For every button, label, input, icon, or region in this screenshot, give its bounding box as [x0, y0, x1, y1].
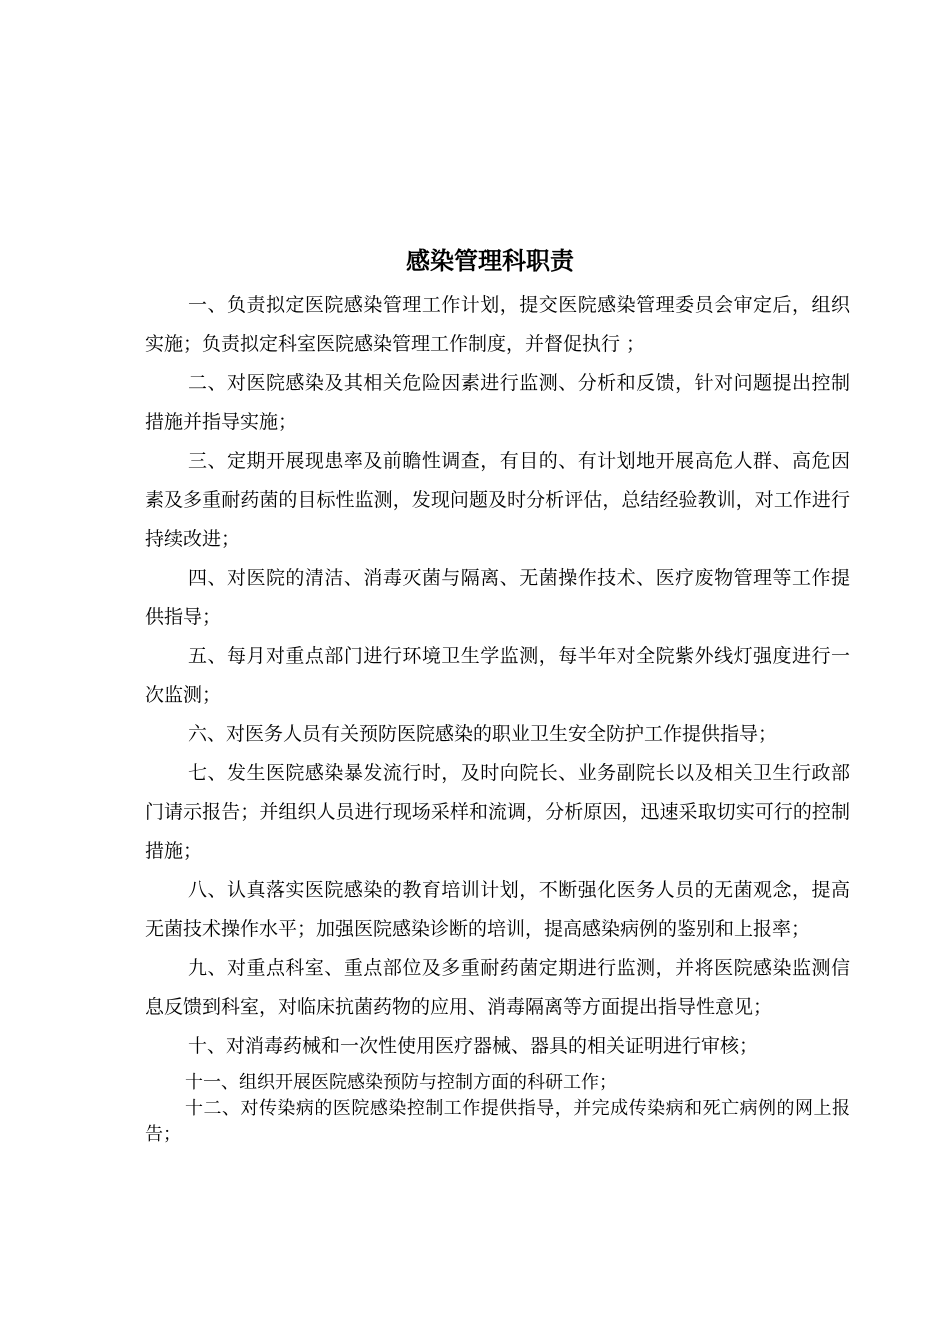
- paragraph-duty-3: 三、定期开展现患率及前瞻性调查，有目的、有计划地开展高危人群、高危因素及多重耐药菌的目标性监测，发现问题及时分析评估，总结经验教训，对工作进行持续改进；: [145, 450, 850, 550]
- paragraph-duty-2: 二、对医院感染及其相关危险因素进行监测、分析和反馈，针对问题提出控制措施并指导实施；: [145, 372, 850, 433]
- paragraph-duty-7: 七、发生医院感染暴发流行时，及时向院长、业务副院长以及相关卫生行政部门请示报告；并组织人员进行现场采样和流调，分析原因，迅速采取切实可行的控制措施；: [145, 762, 850, 862]
- paragraph-duty-11: 十一、组织开展医院感染预防与控制方面的科研工作；: [185, 1072, 617, 1093]
- paragraph-duty-10: 十、对消毒药械和一次性使用医疗器械、器具的相关证明进行审核；: [188, 1035, 759, 1057]
- paragraph-duty-6: 六、对医务人员有关预防医院感染的职业卫生安全防护工作提供指导；: [188, 723, 778, 745]
- document-title: 感染管理科职责: [406, 247, 574, 275]
- paragraph-duty-9: 九、对重点科室、重点部位及多重耐药菌定期进行监测，并将医院感染监测信息反馈到科室，对临床抗菌药物的应用、消毒隔离等方面提出指导性意见；: [145, 957, 850, 1018]
- paragraph-duty-5: 五、每月对重点部门进行环境卫生学监测，每半年对全院紫外线灯强度进行一次监测；: [145, 645, 850, 706]
- paragraph-duty-1: 一、负责拟定医院感染管理工作计划，提交医院感染管理委员会审定后，组织实施；负责拟定科室医院感染管理工作制度，并督促执行 ；: [145, 294, 850, 355]
- document-body: [145, 286, 850, 1148]
- paragraph-duty-8: 八、认真落实医院感染的教育培训计划，不断强化医务人员的无菌观念，提高无菌技术操作水平；加强医院感染诊断的培训，提高感染病例的鉴别和上报率；: [145, 879, 850, 940]
- paragraph-duty-12: 十二、对传染病的医院感染控制工作提供指导，并完成传染病和死亡病例的网上报告；: [145, 1098, 850, 1145]
- paragraph-duty-4: 四、对医院的清洁、消毒灭菌与隔离、无菌操作技术、医疗废物管理等工作提供指导；: [145, 567, 850, 628]
